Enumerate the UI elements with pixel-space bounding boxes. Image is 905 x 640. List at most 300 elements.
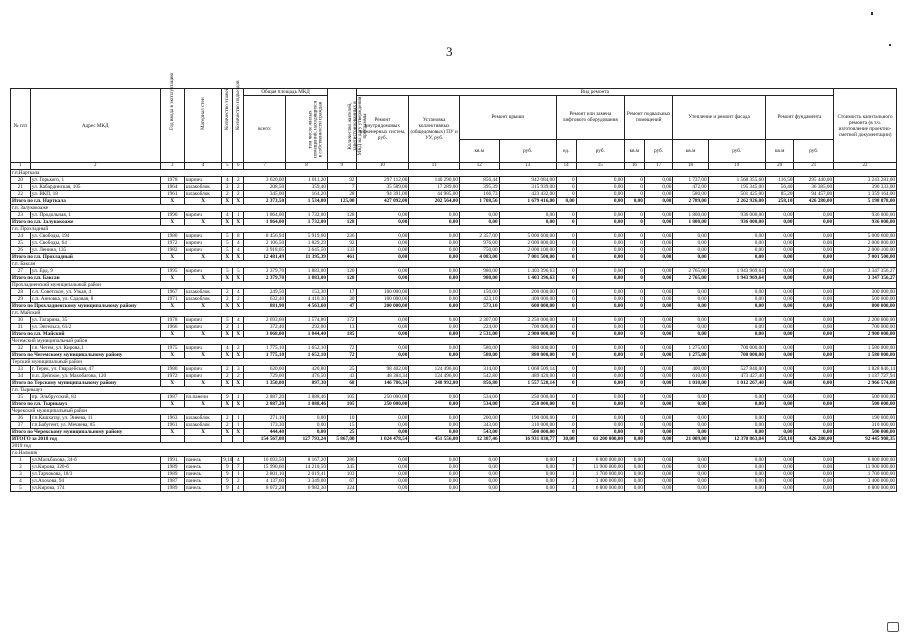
table-cell: 2 250 000,00	[499, 317, 556, 324]
section-row	[11, 338, 897, 345]
table-cell: 200 000,00	[356, 303, 409, 310]
table-cell: 0,00	[644, 275, 673, 282]
table-cell: 1987	[160, 394, 184, 401]
table-cell: X	[233, 429, 244, 436]
table-cell: 0,00	[556, 198, 576, 205]
table-row	[11, 240, 897, 247]
table-cell: кирпич	[184, 268, 221, 275]
table-cell: 153,30	[286, 289, 328, 296]
total-label: Итого по г.п. Баксан	[11, 275, 161, 282]
table-cell: 92	[327, 177, 356, 184]
table-cell: 1989	[160, 485, 184, 492]
table-cell: X	[233, 303, 244, 310]
table-cell: 700 000,00	[708, 345, 765, 352]
table-cell: 2	[233, 296, 244, 303]
table-cell: 1 864,00	[244, 212, 286, 219]
table-cell: 4	[233, 240, 244, 247]
table-cell: 0,00	[644, 366, 673, 373]
table-cell: 0,00	[624, 457, 644, 464]
table-cell: 0	[624, 289, 644, 296]
table-cell: 4	[556, 485, 576, 492]
table-cell: 0	[624, 233, 644, 240]
table-cell: г. Терек, ул. Гвардейская, 47	[30, 366, 160, 373]
column-number: 10	[356, 163, 409, 170]
table-cell: ул.Кирова, 174	[30, 485, 160, 492]
table-cell: 395,39	[459, 184, 499, 191]
table-cell: 0,00	[673, 240, 708, 247]
table-cell: 2	[233, 177, 244, 184]
table-cell: 527 840,00	[708, 366, 765, 373]
table-cell: 0,00	[576, 219, 624, 226]
table-cell: 0	[556, 233, 576, 240]
table-row	[11, 394, 897, 401]
table-cell: 5 000 600,00	[499, 233, 556, 240]
section-row	[11, 282, 897, 289]
table-cell: 0,00	[794, 485, 834, 492]
table-cell: 0,00	[708, 303, 765, 310]
table-cell: 4	[222, 177, 233, 184]
table-cell: 0,00	[459, 457, 499, 464]
table-cell: 1 679 416,00	[499, 198, 556, 205]
table-cell: 1991	[160, 457, 184, 464]
table-cell: 28	[11, 289, 31, 296]
table-cell: 94 457,00	[794, 191, 834, 198]
table-cell: 0,00	[765, 317, 794, 324]
unit-basement-rub: руб.	[644, 139, 673, 162]
table-cell: ул.Мальбахова, 34-б	[30, 457, 160, 464]
table-cell: 2	[222, 415, 233, 422]
table-row	[11, 317, 897, 324]
table-cell: 25	[327, 366, 356, 373]
table-cell: п.п. Дейское, ул. Махобагова, 120	[30, 373, 160, 380]
table-cell: 0,00	[708, 471, 765, 478]
table-cell: 0	[624, 401, 644, 408]
table-cell: 0,00	[286, 429, 328, 436]
table-cell: 92	[327, 240, 356, 247]
table-cell: 400,00	[673, 366, 708, 373]
table-cell: 0,00	[499, 485, 556, 492]
table-cell: 258,10	[765, 436, 794, 443]
table-cell: 2	[222, 324, 233, 331]
table-row	[11, 247, 897, 254]
table-cell: 85,20	[765, 191, 794, 198]
table-cell: 0,00	[794, 401, 834, 408]
table-cell: 1 732,00	[286, 219, 328, 226]
section-row	[11, 226, 897, 233]
table-cell: X	[222, 331, 233, 338]
table-cell: 0,00	[673, 331, 708, 338]
table-row	[11, 184, 897, 191]
column-number: 8	[286, 163, 328, 170]
table-cell: 3 620,00	[244, 177, 286, 184]
column-number: 11	[409, 163, 460, 170]
column-number: 19	[708, 163, 765, 170]
table-cell: 700 000,00	[834, 324, 897, 331]
table-cell: X	[222, 275, 233, 282]
table-cell: 0,00	[409, 233, 460, 240]
table-cell: X	[160, 401, 184, 408]
table-cell: 0,00	[765, 380, 794, 387]
table-cell: 0	[556, 401, 576, 408]
table-cell: 0,00	[644, 184, 673, 191]
table-cell: 105	[327, 401, 356, 408]
section-label: г.п. Баксан	[11, 261, 897, 268]
table-cell: 0,00	[624, 464, 644, 471]
table-cell: 6 800 000,00	[834, 457, 897, 464]
table-cell: 29	[11, 296, 31, 303]
table-cell: 0,00	[673, 394, 708, 401]
table-cell: 127 793,24	[286, 436, 328, 443]
table-cell: 3	[233, 366, 244, 373]
table-cell: 1 700 000,00	[834, 471, 897, 478]
table-cell: 3 349,00	[286, 478, 328, 485]
table-cell: панель	[184, 478, 221, 485]
table-cell: 345	[327, 464, 356, 471]
table-cell: 1 775,10	[244, 352, 286, 359]
table-cell: 2 765,00	[673, 268, 708, 275]
table-cell: 0,00	[794, 366, 834, 373]
table-cell: 0,00	[576, 254, 624, 261]
table-cell: 3 068,00	[244, 331, 286, 338]
column-number: 22	[834, 163, 897, 170]
table-cell: 0,00	[708, 415, 765, 422]
table-cell: 3 400 000,00	[834, 478, 897, 485]
table-cell: 0,00	[673, 478, 708, 485]
table-cell: 324	[327, 485, 356, 492]
table-cell: 0,00	[794, 331, 834, 338]
table-cell: 729,00	[244, 373, 286, 380]
table-cell: 4	[233, 289, 244, 296]
table-cell: 1 534,80	[286, 198, 328, 205]
total-row	[11, 380, 897, 387]
section-label: г.п. Прохладный	[11, 226, 897, 233]
table-cell: 0	[556, 289, 576, 296]
total-row	[11, 303, 897, 310]
table-cell: 1 403 396,63	[499, 268, 556, 275]
section-row	[11, 310, 897, 317]
table-cell: 444,40	[244, 429, 286, 436]
table-cell: 0,00	[409, 478, 460, 485]
table-cell: 173,30	[244, 422, 286, 429]
table-cell: 0,00	[673, 296, 708, 303]
table-cell: 0,00	[644, 219, 673, 226]
unit-basement-m2: кв.м	[624, 139, 644, 162]
column-number: 1	[11, 163, 31, 170]
header-elevator: Ремонт или замена лифтового оборудования	[556, 96, 624, 140]
table-cell: X	[184, 219, 221, 226]
table-cell: кирпич	[184, 247, 221, 254]
table-cell: 100 000,00	[356, 296, 409, 303]
table-cell: 7 001 500,00	[499, 254, 556, 261]
scan-dot	[871, 12, 873, 15]
table-cell: 0	[624, 422, 644, 429]
table-cell: 0,00	[356, 212, 409, 219]
table-cell: 1995	[160, 268, 184, 275]
table-cell: 30	[327, 296, 356, 303]
table-cell: 1961	[160, 422, 184, 429]
table-cell: 0	[624, 184, 644, 191]
total-row	[11, 275, 897, 282]
header-material: Материал стен	[184, 89, 221, 163]
table-cell: 0,00	[356, 457, 409, 464]
column-number: 5	[222, 163, 233, 170]
table-cell: 35	[11, 394, 31, 401]
column-number-row	[11, 163, 897, 170]
table-cell: 125,00	[327, 198, 356, 205]
table-cell: 0,00	[765, 401, 794, 408]
table-row	[11, 345, 897, 352]
table-cell: 2 900 000,00	[499, 331, 556, 338]
table-cell: 500 000,00	[834, 429, 897, 436]
table-cell: 0	[624, 415, 644, 422]
total-label: Итого по Чегемскому муниципальному району	[11, 352, 161, 359]
total-row	[11, 401, 897, 408]
table-cell: 3 347 356,27	[834, 275, 897, 282]
total-label: Итого по Терскому муниципальному району	[11, 380, 161, 387]
table-cell: 0,00	[356, 485, 409, 492]
table-cell: 1 883,00	[286, 268, 328, 275]
table-cell	[184, 436, 221, 443]
table-cell: 4	[222, 212, 233, 219]
table-cell: 0,00	[644, 233, 673, 240]
table-cell: 0,00	[576, 429, 624, 436]
table-cell: 16 931 830,77	[499, 436, 556, 443]
table-cell: 0	[556, 415, 576, 422]
table-cell: 1 652,10	[286, 352, 328, 359]
table-cell: 128	[327, 219, 356, 226]
table-cell: 200 000,00	[499, 289, 556, 296]
table-cell: 0,00	[644, 345, 673, 352]
table-cell: 1 700 000,00	[576, 471, 624, 478]
table-cell: 472,00	[673, 184, 708, 191]
table-cell: 2 019,41	[286, 471, 328, 478]
table-cell: панель	[184, 471, 221, 478]
table-cell: 17 289,00	[409, 184, 460, 191]
table-cell: 250 000,00	[499, 401, 556, 408]
column-number: 18	[673, 163, 708, 170]
table-row	[11, 212, 897, 219]
table-cell: 15	[327, 422, 356, 429]
table-cell: 0	[624, 380, 644, 387]
table-cell: 1	[233, 422, 244, 429]
table-cell: 0,00	[409, 289, 460, 296]
table-cell: 0	[624, 303, 644, 310]
table-cell: 0,00	[286, 422, 328, 429]
table-cell: 0	[556, 275, 576, 282]
table-cell: 0,00	[765, 289, 794, 296]
table-cell: 0,00	[765, 429, 794, 436]
table-cell: 542,80	[459, 373, 499, 380]
table-cell: 0,00	[409, 485, 460, 492]
table-cell: 0,00	[673, 247, 708, 254]
table-cell: 6 800 000,00	[834, 485, 897, 492]
table-cell: 23	[11, 212, 31, 219]
table-cell: 0,00	[459, 485, 499, 492]
table-cell: 0,00	[576, 415, 624, 422]
table-cell: 0,00	[576, 268, 624, 275]
table-cell: 258,10	[765, 198, 794, 205]
table-cell: 0,00	[644, 324, 673, 331]
table-cell: 0	[556, 184, 576, 191]
table-cell: панель	[184, 464, 221, 471]
table-cell: кирпич	[184, 345, 221, 352]
section-row	[11, 387, 897, 394]
table-cell: 345,00	[244, 191, 286, 198]
table-cell: ул. Энгельса, 61/2	[30, 324, 160, 331]
table-cell: 0	[556, 429, 576, 436]
table-cell: 0,00	[644, 303, 673, 310]
table-cell: 0,00	[794, 296, 834, 303]
table-cell: 250 000,00	[499, 394, 556, 401]
column-number: 16	[624, 163, 644, 170]
table-cell: 31	[11, 324, 31, 331]
unit-roof-m2: кв.м	[459, 139, 499, 162]
table-cell: 1	[233, 471, 244, 478]
table-cell: 44 985,00	[409, 191, 460, 198]
table-cell: 0,00	[765, 275, 794, 282]
table-cell: 0	[624, 331, 644, 338]
table-cell: 620,60	[244, 366, 286, 373]
table-cell: 936 000,00	[708, 212, 765, 219]
table-cell: X	[222, 219, 233, 226]
table-cell: 32	[11, 345, 31, 352]
table-cell: 0,00	[356, 331, 409, 338]
table-cell: 124 496,00	[409, 373, 460, 380]
total-row	[11, 331, 897, 338]
table-cell: ул.Ахохова, 94	[30, 478, 160, 485]
table-cell: 120	[327, 268, 356, 275]
table-cell: пр. Эльбрусский, 83	[30, 394, 160, 401]
table-cell: 2 801,10	[244, 471, 286, 478]
table-cell: 1 580 000,00	[834, 345, 897, 352]
table-cell: 0,00	[499, 471, 556, 478]
unit-roof-rub: руб.	[499, 139, 556, 162]
table-cell: 0,00	[356, 352, 409, 359]
table-cell: ул. Кабардинская, 105	[30, 184, 160, 191]
table-cell: 0,00	[673, 317, 708, 324]
table-cell: 0,00	[644, 436, 673, 443]
section-row	[11, 450, 897, 457]
table-cell: 1963	[160, 415, 184, 422]
table-cell: 0,00	[576, 422, 624, 429]
table-cell: 297 112,00	[356, 177, 409, 184]
table-cell: 881,90	[244, 303, 286, 310]
table-cell: 1987	[160, 478, 184, 485]
table-cell: 500 000,00	[834, 394, 897, 401]
table-cell: 0	[624, 317, 644, 324]
table-cell: 0,00	[708, 478, 765, 485]
table-cell: 0,00	[794, 478, 834, 485]
section-label: Прохладненский муниципальный район	[11, 282, 897, 289]
table-cell: 4	[233, 317, 244, 324]
table-cell: 202 564,00	[409, 198, 460, 205]
table-cell: 1 568 355,60	[708, 177, 765, 184]
total-label: Итого по г.п. Тырныауз	[11, 401, 161, 408]
table-cell: 0,00	[576, 401, 624, 408]
table-cell: 26	[11, 247, 31, 254]
table-cell: 2 765,00	[673, 275, 708, 282]
table-row	[11, 233, 897, 240]
table-cell: 0,00	[576, 212, 624, 219]
table-cell: 0,00	[459, 212, 499, 219]
table-cell: 0,00	[409, 345, 460, 352]
table-cell: ул. Свободы, 194	[30, 233, 160, 240]
table-cell: 4 410,30	[286, 296, 328, 303]
table-cell: 2 262 926,00	[708, 198, 765, 205]
table-cell: X	[233, 401, 244, 408]
table-cell: 936 000,00	[834, 212, 897, 219]
table-cell: X	[160, 254, 184, 261]
table-cell: ул. ВКП, 18	[30, 191, 160, 198]
table-cell: 56,40	[765, 184, 794, 191]
table-cell: 0,00	[794, 394, 834, 401]
table-cell: 36	[11, 415, 31, 422]
repair-program-table-wrapper	[10, 72, 897, 492]
table-cell: 0,00	[409, 268, 460, 275]
table-cell: 0,00	[644, 296, 673, 303]
table-cell: 0,00	[673, 485, 708, 492]
table-cell: 314,00	[459, 366, 499, 373]
table-cell: 0	[556, 422, 576, 429]
table-cell: 1	[233, 415, 244, 422]
table-cell: X	[222, 198, 233, 205]
table-cell: 0,00	[356, 254, 409, 261]
table-cell: 0,00	[708, 247, 765, 254]
table-cell: 1	[233, 324, 244, 331]
table-cell: 0,00	[765, 471, 794, 478]
table-cell: 300 000,00	[834, 289, 897, 296]
table-cell: 0,00	[459, 219, 499, 226]
table-cell: 11 900 000,00	[834, 464, 897, 471]
table-cell: 0,00	[765, 212, 794, 219]
table-cell: 1 943 969,64	[708, 268, 765, 275]
table-cell: 343,00	[459, 422, 499, 429]
table-cell: 0,00	[409, 324, 460, 331]
table-cell: 1989	[160, 471, 184, 478]
table-cell: 0	[556, 254, 576, 261]
table-cell: 0	[624, 429, 644, 436]
header-facade: Утепление и ремонт фасада	[673, 96, 765, 140]
column-number: 3	[160, 163, 184, 170]
table-cell: 0,00	[794, 352, 834, 359]
table-cell: X	[233, 380, 244, 387]
table-cell: 1971	[160, 296, 184, 303]
table-cell: 0,00	[794, 464, 834, 471]
table-cell: 11 900 000,00	[576, 464, 624, 471]
table-cell: 580,00	[459, 352, 499, 359]
header-foundation: Ремонт фундамента	[765, 96, 833, 140]
table-cell: 185	[327, 331, 356, 338]
table-cell: 2 887,20	[244, 394, 286, 401]
table-cell: 0	[624, 352, 644, 359]
table-cell: 6 800 000,00	[576, 485, 624, 492]
column-number: 4	[184, 163, 221, 170]
table-cell: 4	[233, 485, 244, 492]
table-cell: шлакоблок	[184, 415, 221, 422]
table-cell: шлакоблок	[184, 289, 221, 296]
table-cell: 0,00	[624, 485, 644, 492]
table-cell: 25	[11, 240, 31, 247]
header-year: Год ввода в эксплуатацию	[160, 89, 184, 163]
table-cell: 0,00	[673, 415, 708, 422]
table-cell: X	[184, 352, 221, 359]
table-cell	[233, 436, 244, 443]
unit-elevator-rub: руб.	[576, 139, 624, 162]
table-cell: X	[184, 429, 221, 436]
column-number: 7	[244, 163, 286, 170]
table-cell: 0,00	[459, 471, 499, 478]
scan-mark	[887, 622, 899, 632]
